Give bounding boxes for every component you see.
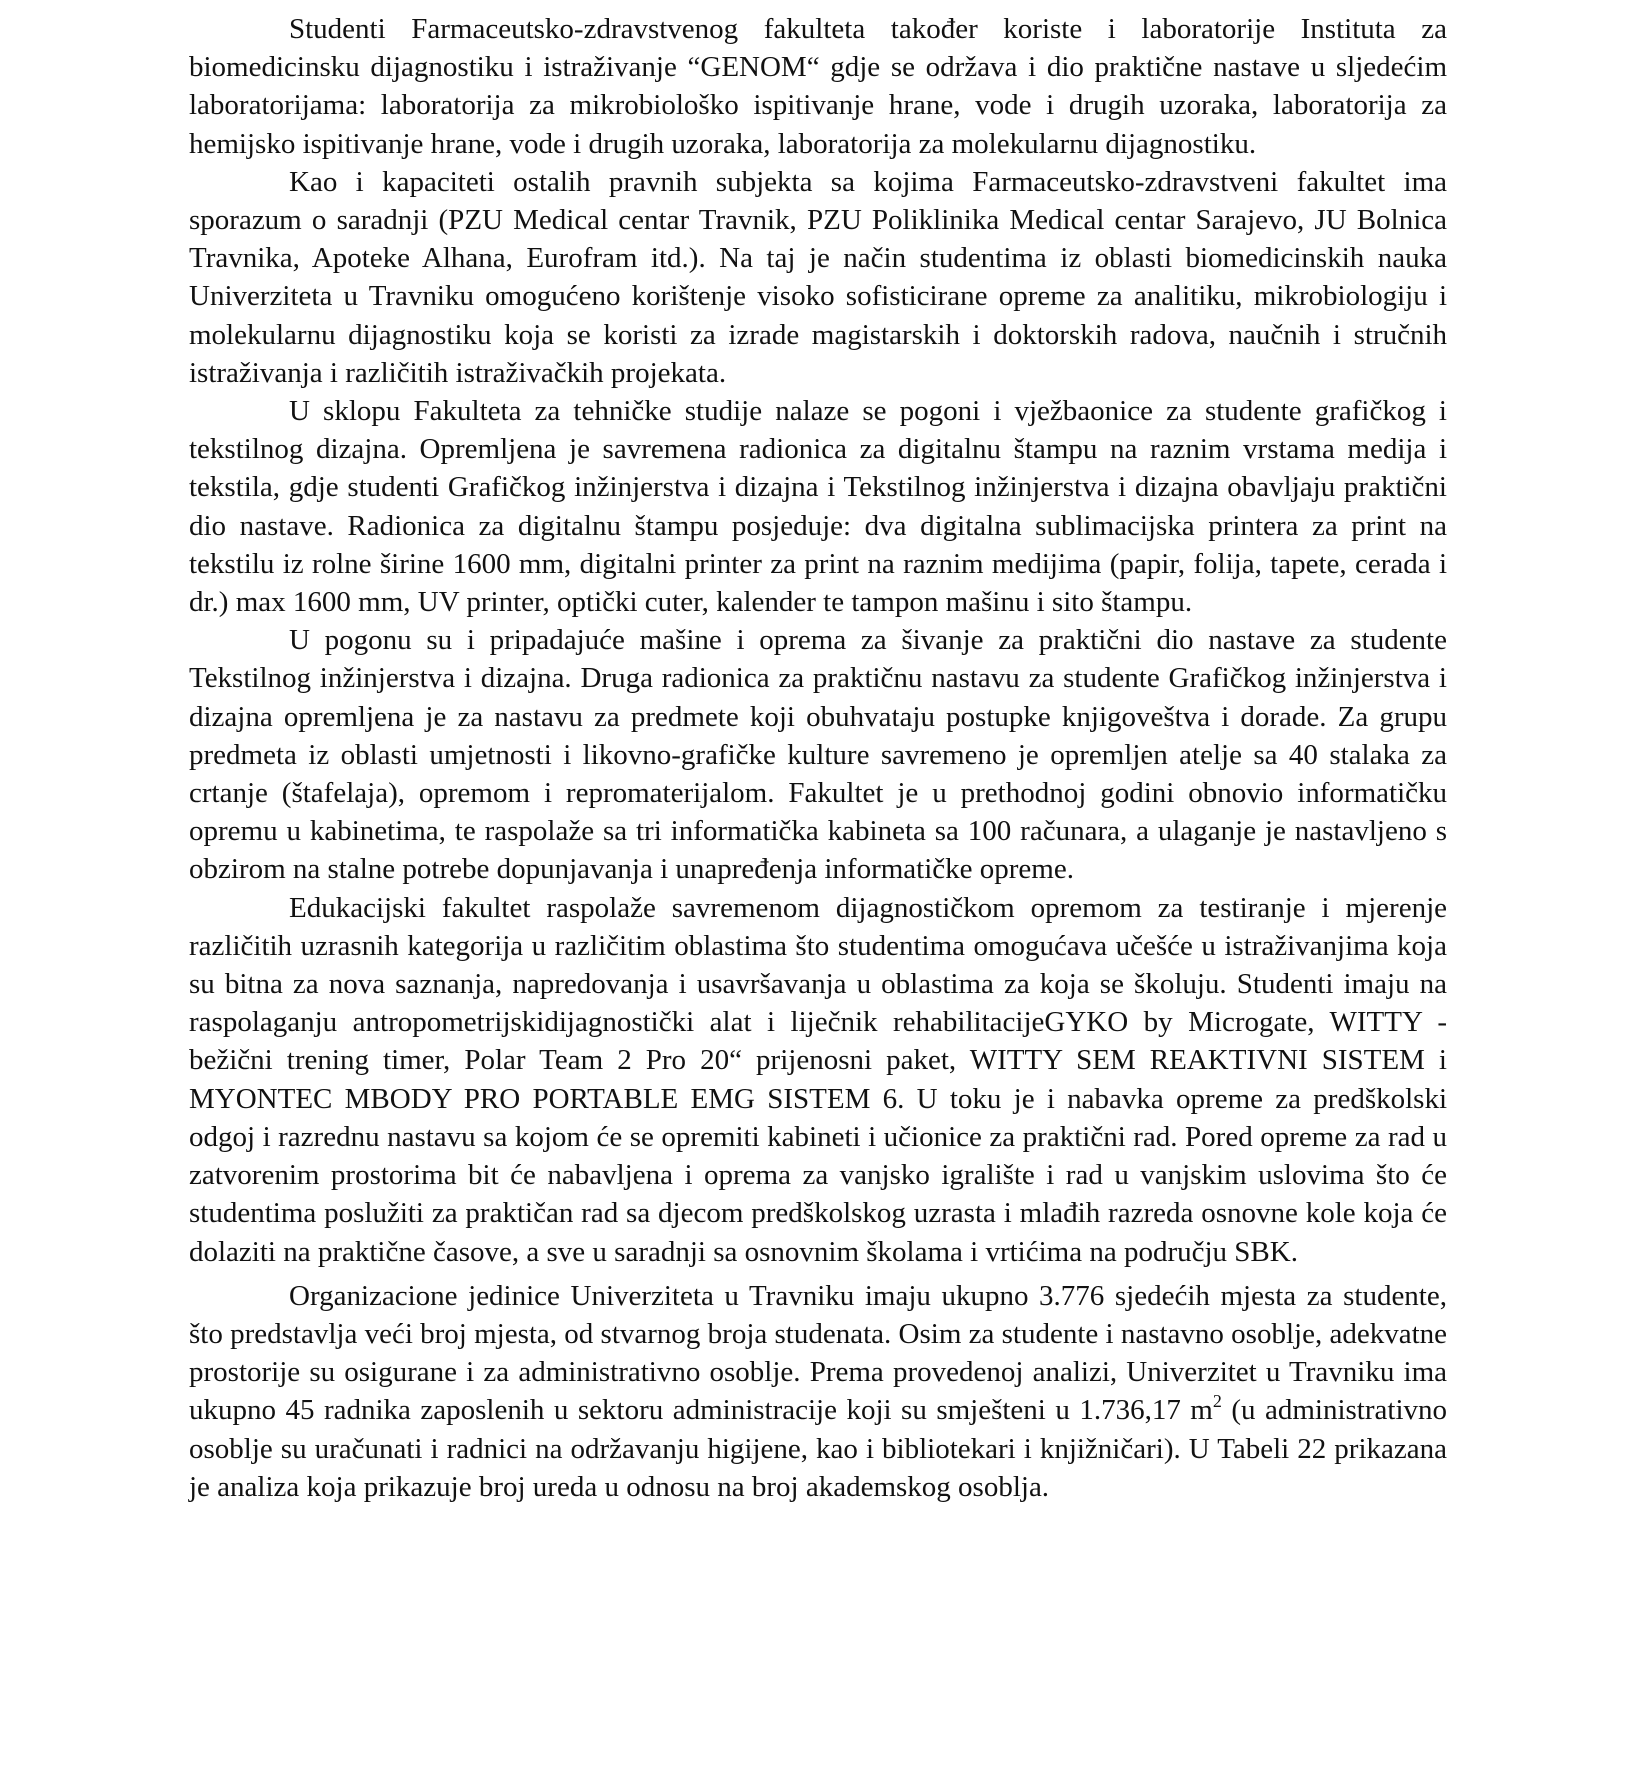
- paragraph-education-faculty-equipment: Edukacijski fakultet raspolaže savremenom dijagnostičkom opremom za testiranje i mjerenje različitih uzrasnih kategorija u različitim oblastima što studentima omogućava učešće u istraživanjima koja su bitna za nova saznanja, napredovanja i usavršavanja u oblastima za koja se školuju. Studenti imaju na raspolaganju antropometrijskidijagnostički alat i liječnik rehabilitacijeGYKO by Microgate, WITTY - bežični trening timer, Polar Team 2 Pro 20“ prijenosni paket, WITTY SEM REAKTIVNI SISTEM i MYONTEC MBODY PRO PORTABLE EMG SISTEM 6. U toku je i nabavka opreme za predškolski odgoj i razrednu nastavu sa kojom će se opremiti kabineti i učionice za praktični rad. Pored opreme za rad u zatvorenim prostorima bit će nabavljena i oprema za vanjsko igralište i rad u vanjskim uslovima što će studentima poslužiti za praktičan rad sa djecom predškolskog uzrasta i mlađih razreda osnovne kole koja će dolaziti na praktične časove, a sve u saradnji sa osnovnim školama i vrtićima na području SBK.: [189, 891, 1447, 1268]
- area-unit-superscript: 2: [1212, 1390, 1222, 1411]
- document-page: [189, 10, 1447, 1506]
- paragraph-administrative-space-text-2: (u administrativno osoblje su uračunati i radnici na održavanju higijene, kao i bibliotekari i knjižničari). U Tabeli 22 prikazana je analiza koja prikazuje broj ureda u odnosu na broj akademskog osoblja.: [189, 1394, 1448, 1503]
- paragraph-administrative-space-text-1: Organizacione jedinice Univerziteta u Travniku imaju ukupno 3.776 sjedećih mjesta za studente, što predstavlja veći broj mjesta, od stvarnog broja studenata. Osim za studente i nastavno osoblje, adekvatne prostorije su osigurane i za administrativno osoblje. Prema provedenoj analizi, Univerzitet u Travniku ima ukupno 45 radnika zaposlenih u sektoru administracije koji su smješteni u 1.736,17 m: [189, 1279, 1447, 1427]
- paragraph-technical-studies-workshops: U sklopu Fakulteta za tehničke studije nalaze se pogoni i vježbaonice za studente grafičkog i tekstilnog dizajna. Opremljena je savremena radionica za digitalnu štampu na raznim vrstama medija i tekstila, gdje studenti Grafičkog inžinjerstva i dizajna i Tekstilnog inžinjerstva i dizajna obavljaju praktični dio nastave. Radionica za digitalnu štampu posjeduje: dva digitalna sublimacijska printera za print na tekstilu iz rolne širine 1600 mm, digitalni printer za print na raznim medijima (papir, folija, tapete, cerada i dr.) max 1600 mm, UV printer, optički cuter, kalender te tampon mašinu i sito štampu.: [189, 395, 1447, 619]
- paragraph-textile-graphic-equipment: U pogonu su i pripadajuće mašine i oprema za šivanje za praktični dio nastave za studente Tekstilnog inžinjerstva i dizajna. Druga radionica za praktičnu nastavu za studente Grafičkog inžinjerstva i dizajna opremljena je za nastavu za predmete koji obuhvataju postupke knjigoveštva i dorade. Za grupu predmeta iz oblasti umjetnosti i likovno-grafičke kulture savremeno je opremljen atelje sa 40 stalaka za crtanje (štafelaja), opremom i repromaterijalom. Fakultet je u prethodnoj godini obnovio informatičku opremu u kabinetima, te raspolaže sa tri informatička kabineta sa 100 računara, a ulaganje je nastavljeno s obzirom na stalne potrebe dopunjavanja i unapređenja informatičke opreme.: [189, 624, 1447, 886]
- paragraph-partner-institutions: Kao i kapaciteti ostalih pravnih subjekta sa kojima Farmaceutsko-zdravstveni fakultet ima sporazum o saradnji (PZU Medical centar Travnik, PZU Poliklinika Medical centar Sarajevo, JU Bolnica Travnika, Apoteke Alhana, Eurofram itd.). Na taj je način studentima iz oblasti biomedicinskih nauka Univerziteta u Travniku omogućeno korištenje visoko sofisticirane opreme za analitiku, mikrobiologiju i molekularnu dijagnostiku koja se koristi za izrade magistarskih i doktorskih radova, naučnih i stručnih istraživanja i različitih istraživačkih projekata.: [189, 165, 1447, 389]
- paragraph-administrative-space: [189, 1277, 1447, 1506]
- paragraph-genom-laboratories: Studenti Farmaceutsko-zdravstvenog fakulteta također koriste i laboratorije Instituta za biomedicinsku dijagnostiku i istraživanje “GENOM“ gdje se održava i dio praktične nastave u sljedećim laboratorijama: laboratorija za mikrobiološko ispitivanje hrane, vode i drugih uzoraka, laboratorija za hemijsko ispitivanje hrane, vode i drugih uzoraka, laboratorija za molekularnu dijagnostiku.: [189, 13, 1447, 160]
